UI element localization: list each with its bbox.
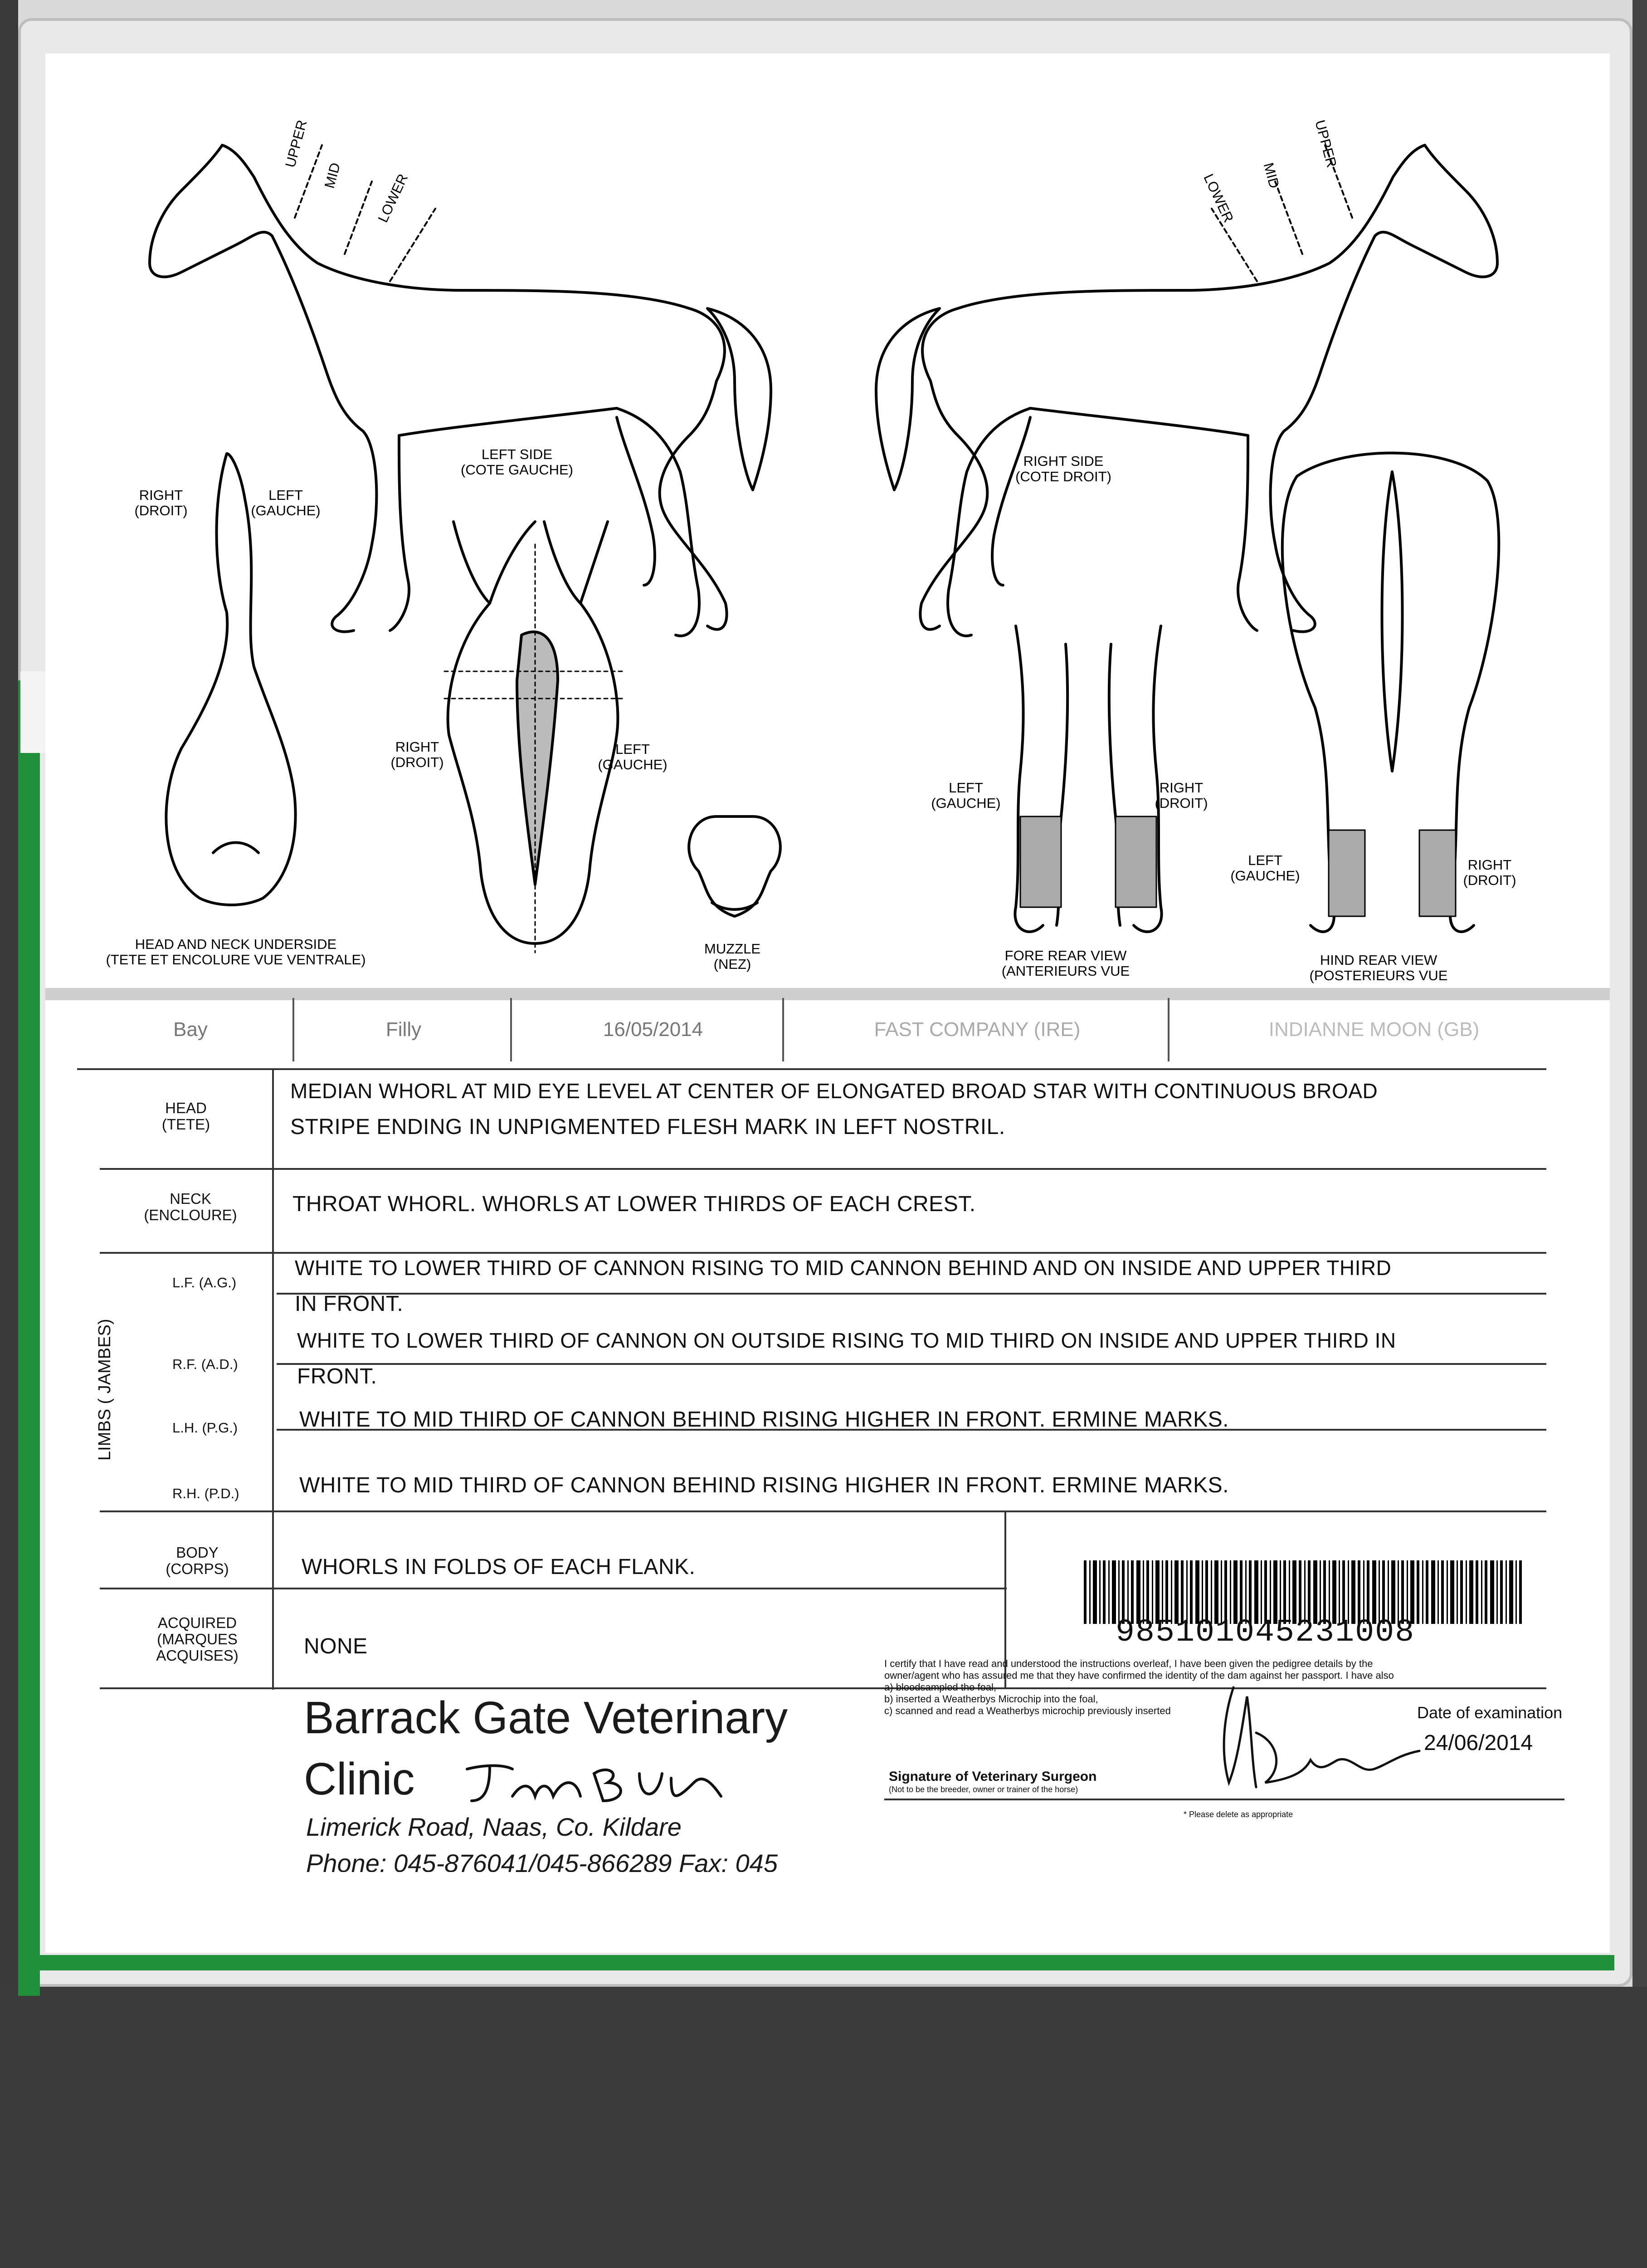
label-fore-left: [925, 780, 1007, 811]
label-mid-right: MID: [1260, 161, 1283, 190]
label-underside-left-en: LEFT: [268, 487, 303, 503]
acquired-label-fr2: ACQUISES): [156, 1647, 239, 1664]
sire-value: FAST COMPANY (IRE): [874, 1018, 1081, 1041]
label-head-right-en: RIGHT: [395, 739, 439, 755]
microchip-number: 985101045231008: [1116, 1615, 1415, 1651]
rh-description: WHITE TO MID THIRD OF CANNON BEHIND RISING HIGHER IN FRONT. ERMINE MARKS.: [299, 1473, 1229, 1497]
acquired-label: [141, 1615, 254, 1664]
label-fore-right: [1147, 780, 1215, 811]
label-head-neck-underside-en: HEAD AND NECK UNDERSIDE: [135, 936, 337, 952]
label-hind-left-fr: (GAUCHE): [1230, 868, 1300, 884]
label-fore-rear-view: [984, 948, 1147, 987]
lf-description-line2: IN FRONT.: [295, 1292, 404, 1316]
table-rule: [100, 1510, 1546, 1512]
rf-description-line2: FRONT.: [297, 1364, 377, 1388]
neck-label-fr: (ENCLOURE): [144, 1207, 237, 1223]
rh-label: R.H. (P.D.): [172, 1486, 239, 1501]
colour-value: Bay: [173, 1018, 208, 1041]
head-description-line2: STRIPE ENDING IN UNPIGMENTED FLESH MARK IN LEFT NOSTRIL.: [290, 1115, 1005, 1139]
label-fore-rear-view-en: FORE REAR VIEW: [1004, 948, 1127, 963]
head-label-en: HEAD: [165, 1100, 207, 1116]
label-fore-rear-view-fr: (ANTERIEURS VUE: [1001, 963, 1130, 979]
label-head-right-fr: (DROIT): [390, 754, 444, 770]
head-label-fr: (TETE): [161, 1116, 210, 1133]
label-fore-right-en: RIGHT: [1159, 780, 1204, 796]
rf-label: R.F. (A.D.): [172, 1356, 238, 1372]
body-label: [145, 1545, 249, 1577]
footnote: * Please delete as appropriate: [1184, 1810, 1293, 1819]
lh-description: WHITE TO MID THIRD OF CANNON BEHIND RISING HIGHER IN FRONT. ERMINE MARKS.: [299, 1408, 1229, 1432]
practice-address: Limerick Road, Naas, Co. Kildare: [306, 1813, 682, 1841]
identity-header-row: [45, 998, 1610, 1061]
header-divider: [1168, 998, 1169, 1061]
right-side-horse-outline: [876, 145, 1497, 636]
header-divider: [510, 998, 512, 1061]
signature-line: [884, 1799, 1564, 1800]
label-muzzle: [694, 941, 771, 972]
handwritten-name-signature: [458, 1755, 739, 1810]
certification-line4: b) inserted a Weatherbys Microchip into the foal,: [884, 1693, 1098, 1705]
body-label-en: BODY: [176, 1544, 219, 1561]
label-right-side-en: RIGHT SIDE: [1023, 453, 1104, 469]
left-side-horse-outline: [150, 145, 771, 636]
label-head-right: [383, 739, 451, 770]
header-divider: [292, 998, 294, 1061]
dam-value: INDIANNE MOON (GB): [1268, 1018, 1480, 1041]
head-label: [136, 1100, 236, 1133]
label-hind-left-en: LEFT: [1248, 852, 1282, 868]
microchip-barcode: [1084, 1560, 1537, 1624]
date-of-examination-value: 24/06/2014: [1424, 1731, 1533, 1755]
rf-description: [297, 1322, 1396, 1395]
lf-description-line1: WHITE TO LOWER THIRD OF CANNON RISING TO MID CANNON BEHIND AND ON INSIDE AND UPPER THIRD: [295, 1256, 1392, 1280]
label-fore-right-fr: (DROIT): [1155, 795, 1208, 811]
certification-line1: I certify that I have read and understood the instructions overleaf, I have been given the pedigree details by the: [884, 1658, 1373, 1669]
muzzle-outline: [689, 816, 780, 916]
label-head-neck-underside-fr: (TETE ET ENCOLURE VUE VENTRALE): [106, 952, 366, 968]
practice-name-line1: Barrack Gate Veterinary: [304, 1692, 788, 1743]
label-left-side-en: LEFT SIDE: [481, 446, 553, 462]
label-lower-left: LOWER: [375, 171, 411, 225]
body-description: WHORLS IN FOLDS OF EACH FLANK.: [302, 1555, 696, 1579]
acquired-label-en: ACQUIRED: [157, 1614, 237, 1631]
label-underside-left-fr: (GAUCHE): [251, 503, 321, 518]
certification-line5: c) scanned and read a Weatherbys microchip previously inserted: [884, 1705, 1171, 1716]
acquired-label-fr1: (MARQUES: [157, 1631, 238, 1647]
fore-rear-view-outline: [1015, 626, 1161, 932]
label-hind-right-en: RIGHT: [1467, 857, 1512, 873]
label-left-side-fr: (COTE GAUCHE): [461, 462, 573, 478]
neck-label: [132, 1191, 249, 1223]
label-underside-left: [245, 488, 326, 518]
label-lower-right: LOWER: [1200, 171, 1237, 225]
head-description-line1: MEDIAN WHORL AT MID EYE LEVEL AT CENTER OF ELONGATED BROAD STAR WITH CONTINUOUS BROAD: [290, 1079, 1378, 1103]
label-hind-right: [1456, 857, 1524, 888]
rf-description-line1: WHITE TO LOWER THIRD OF CANNON ON OUTSIDE RISING TO MID THIRD ON INSIDE AND UPPER THIRD IN: [297, 1329, 1396, 1352]
dob-value: 16/05/2014: [603, 1018, 703, 1041]
table-column-rule: [272, 1068, 274, 1690]
limbs-label: LIMBS ( JAMBES): [95, 1319, 114, 1461]
label-underside-right-en: RIGHT: [139, 487, 183, 503]
certification-line2: owner/agent who has assured me that they have confirmed the identity of the dam against her passport. I have also: [884, 1670, 1394, 1681]
practice-name-line2: Clinic: [304, 1754, 415, 1804]
lf-description: [295, 1250, 1391, 1322]
label-head-left-en: LEFT: [615, 741, 650, 757]
label-upper-right: UPPER: [1312, 118, 1340, 169]
date-of-examination-label: Date of examination: [1417, 1703, 1563, 1722]
head-front-outline: [448, 522, 618, 943]
signature-title: Signature of Veterinary Surgeon: [889, 1769, 1097, 1784]
passport-cover-bottom-edge: [36, 1955, 1614, 1970]
lh-label: L.H. (P.G.): [172, 1420, 238, 1436]
label-mid-left: MID: [321, 161, 344, 190]
header-divider: [782, 998, 784, 1061]
label-upper-left: UPPER: [282, 118, 310, 169]
label-hind-right-fr: (DROIT): [1463, 872, 1516, 888]
label-right-side: [1000, 454, 1127, 484]
label-head-neck-underside: [91, 937, 381, 968]
neck-label-en: NECK: [170, 1190, 211, 1207]
label-right-side-fr: (COTE DROIT): [1015, 469, 1111, 484]
vet-signature: [1215, 1678, 1433, 1796]
label-hind-rear-view-fr: (POSTERIEURS VUE: [1309, 968, 1448, 983]
head-description: [290, 1073, 1542, 1145]
label-muzzle-fr: (NEZ): [713, 956, 751, 972]
label-head-left: [592, 742, 673, 772]
table-rule: [100, 1168, 1546, 1170]
head-neck-underside-outline: [166, 454, 295, 905]
label-fore-left-fr: (GAUCHE): [931, 795, 1001, 811]
scanner-background: [0, 1987, 1647, 2268]
label-hind-left: [1224, 853, 1306, 884]
lf-label: L.F. (A.G.): [172, 1275, 237, 1290]
certification-line3: a) bloodsampled the foal,: [884, 1681, 997, 1693]
label-hind-rear-view: [1301, 953, 1456, 987]
practice-phone: Phone: 045-876041/045-866289 Fax: 045: [306, 1849, 778, 1872]
label-hind-rear-view-en: HIND REAR VIEW: [1320, 953, 1437, 968]
label-muzzle-en: MUZZLE: [704, 941, 760, 957]
body-label-fr: (CORPS): [166, 1560, 229, 1577]
label-head-left-fr: (GAUCHE): [598, 757, 668, 772]
neck-description: THROAT WHORL. WHORLS AT LOWER THIRDS OF EACH CREST.: [292, 1192, 976, 1216]
label-fore-left-en: LEFT: [949, 780, 983, 796]
label-left-side: [453, 447, 580, 478]
acquired-description: NONE: [304, 1634, 368, 1658]
sex-value: Filly: [385, 1018, 422, 1041]
table-rule: [77, 1068, 1546, 1070]
label-underside-right: [127, 488, 195, 518]
label-underside-right-fr: (DROIT): [134, 503, 188, 518]
table-rule: [100, 1588, 1007, 1589]
signature-note: (Not to be the breeder, owner or trainer of the horse): [889, 1785, 1078, 1794]
